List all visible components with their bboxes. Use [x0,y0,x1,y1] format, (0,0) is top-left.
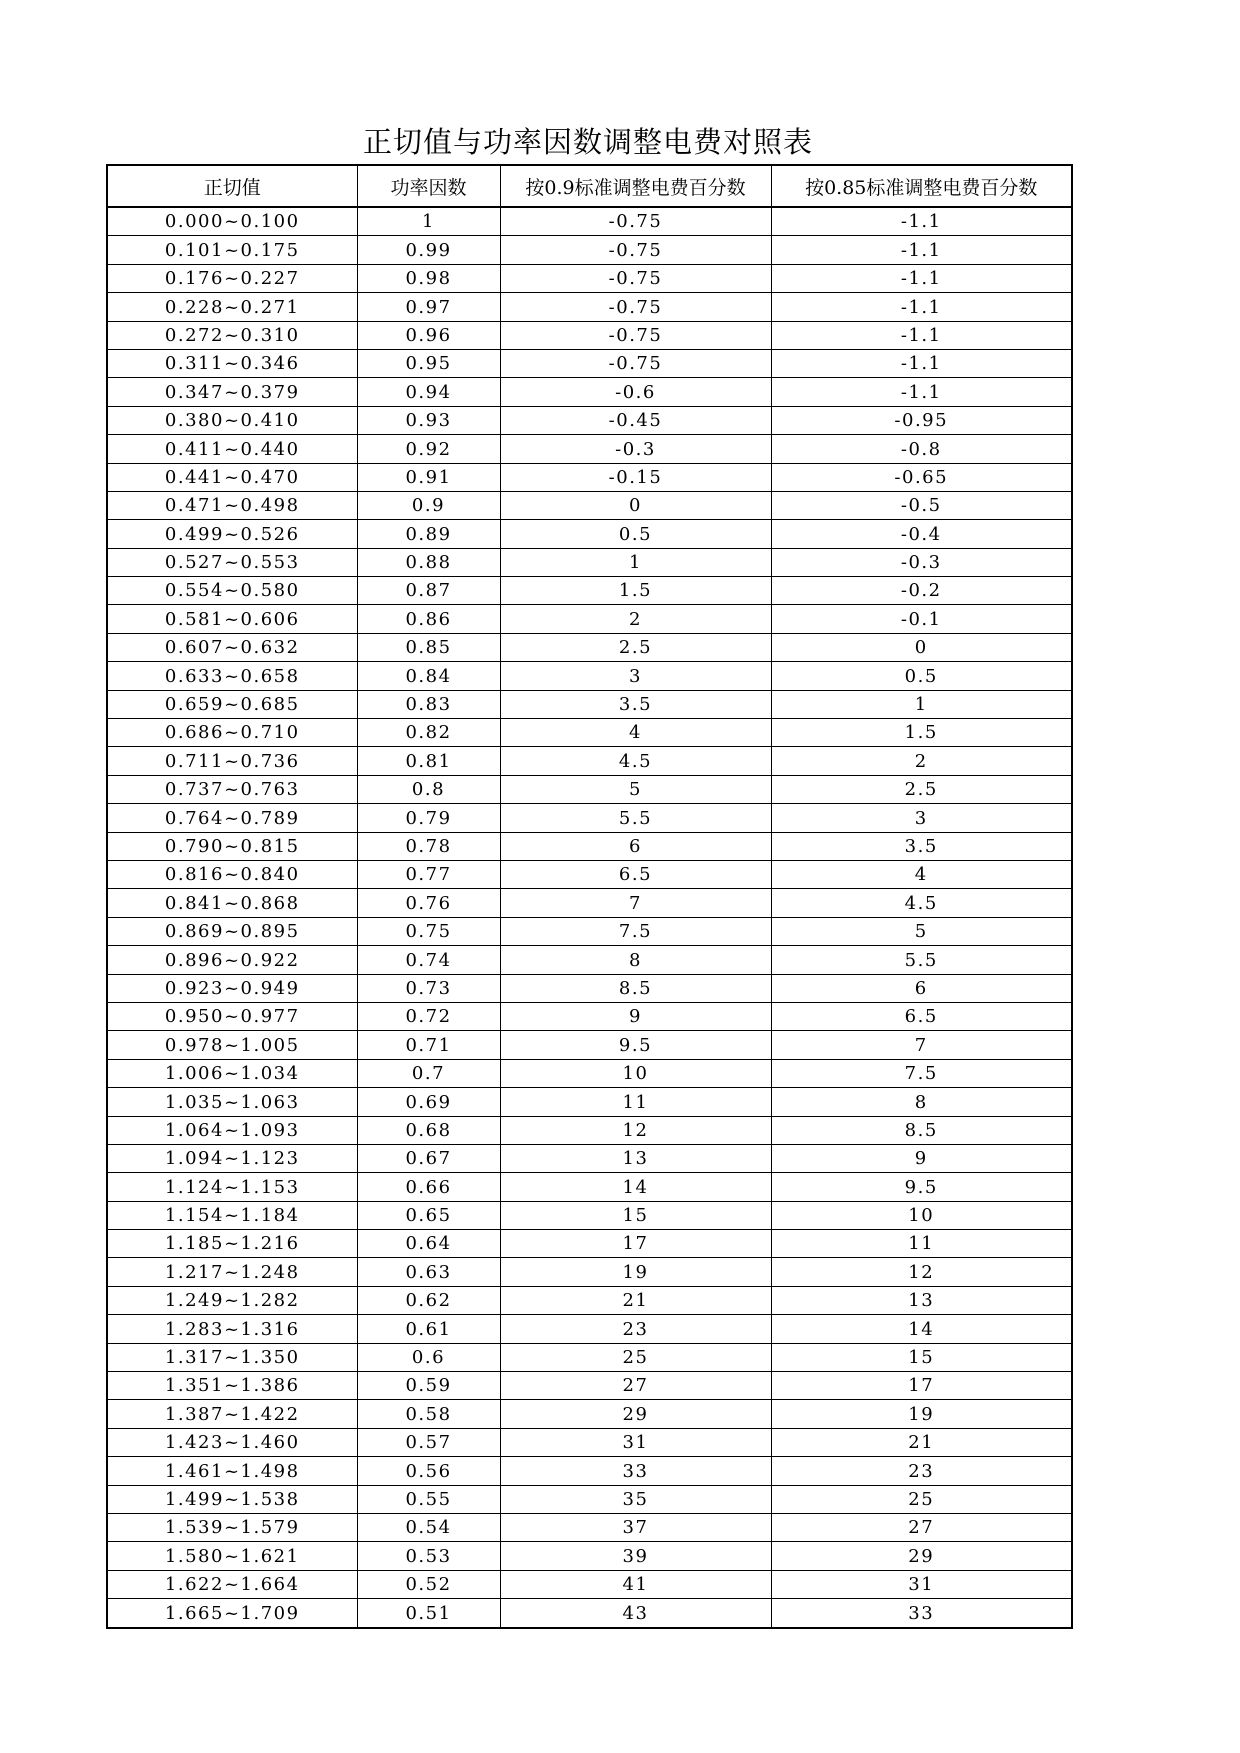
cell-tangent-range: 0.380~0.410 [107,406,357,434]
cell-tangent-range: 1.094~1.123 [107,1144,357,1172]
cell-adjust-0-9: 0 [500,491,771,519]
cell-adjust-0-85: 13 [771,1286,1072,1314]
table-row [107,1372,1072,1400]
table-row [107,605,1072,633]
cell-adjust-0-85: -0.95 [771,406,1072,434]
cell-adjust-0-85: 3 [771,804,1072,832]
cell-adjust-0-9: -0.75 [500,236,771,264]
cell-adjust-0-85: 8.5 [771,1116,1072,1144]
cell-adjust-0-85: 23 [771,1457,1072,1485]
table-row [107,662,1072,690]
cell-adjust-0-9: 5.5 [500,804,771,832]
cell-adjust-0-9: 2 [500,605,771,633]
cell-adjust-0-9: 33 [500,1457,771,1485]
cell-power-factor: 1 [357,207,500,236]
cell-adjust-0-9: 27 [500,1372,771,1400]
cell-tangent-range: 1.064~1.093 [107,1116,357,1144]
cell-adjust-0-85: -1.1 [771,293,1072,321]
cell-adjust-0-9: 9.5 [500,1031,771,1059]
cell-adjust-0-85: 0 [771,633,1072,661]
cell-tangent-range: 1.283~1.316 [107,1315,357,1343]
cell-tangent-range: 1.185~1.216 [107,1230,357,1258]
header-row [107,165,1072,207]
cell-adjust-0-85: 19 [771,1400,1072,1428]
cell-adjust-0-85: -1.1 [771,236,1072,264]
cell-tangent-range: 0.471~0.498 [107,491,357,519]
cell-adjust-0-85: 10 [771,1201,1072,1229]
cell-power-factor: 0.85 [357,633,500,661]
cell-adjust-0-9: 29 [500,1400,771,1428]
cell-power-factor: 0.9 [357,491,500,519]
cell-adjust-0-9: 4 [500,719,771,747]
cell-tangent-range: 1.124~1.153 [107,1173,357,1201]
cell-power-factor: 0.57 [357,1428,500,1456]
table-row [107,321,1072,349]
table-row [107,946,1072,974]
cell-power-factor: 0.79 [357,804,500,832]
cell-power-factor: 0.66 [357,1173,500,1201]
cell-adjust-0-85: 21 [771,1428,1072,1456]
cell-adjust-0-85: 3.5 [771,832,1072,860]
table-header [107,165,1072,207]
cell-tangent-range: 0.816~0.840 [107,860,357,888]
cell-tangent-range: 0.790~0.815 [107,832,357,860]
table-row [107,548,1072,576]
table-row [107,1088,1072,1116]
cell-adjust-0-9: -0.75 [500,207,771,236]
cell-adjust-0-9: 17 [500,1230,771,1258]
cell-adjust-0-85: 27 [771,1513,1072,1541]
table-row [107,1513,1072,1541]
table-row [107,1315,1072,1343]
cell-power-factor: 0.92 [357,435,500,463]
cell-adjust-0-85: 14 [771,1315,1072,1343]
cell-adjust-0-85: 1.5 [771,719,1072,747]
cell-tangent-range: 1.154~1.184 [107,1201,357,1229]
cell-tangent-range: 0.347~0.379 [107,378,357,406]
table-row [107,1343,1072,1371]
cell-adjust-0-9: 14 [500,1173,771,1201]
cell-adjust-0-85: -1.1 [771,321,1072,349]
cell-adjust-0-85: 25 [771,1485,1072,1513]
cell-tangent-range: 1.351~1.386 [107,1372,357,1400]
cell-power-factor: 0.53 [357,1542,500,1570]
table-row [107,917,1072,945]
table-row [107,349,1072,377]
cell-tangent-range: 1.461~1.498 [107,1457,357,1485]
cell-adjust-0-9: 9 [500,1002,771,1030]
cell-adjust-0-85: 9 [771,1144,1072,1172]
cell-power-factor: 0.88 [357,548,500,576]
cell-power-factor: 0.6 [357,1343,500,1371]
cell-adjust-0-9: 5 [500,775,771,803]
table-row [107,804,1072,832]
table-row [107,1428,1072,1456]
table-row [107,860,1072,888]
cell-adjust-0-85: 9.5 [771,1173,1072,1201]
cell-adjust-0-9: 8 [500,946,771,974]
cell-adjust-0-9: 7.5 [500,917,771,945]
cell-tangent-range: 0.554~0.580 [107,577,357,605]
table-row [107,1002,1072,1030]
cell-adjust-0-9: 39 [500,1542,771,1570]
cell-power-factor: 0.52 [357,1570,500,1598]
cell-adjust-0-9: 11 [500,1088,771,1116]
cell-adjust-0-9: 0.5 [500,520,771,548]
cell-power-factor: 0.59 [357,1372,500,1400]
cell-tangent-range: 0.311~0.346 [107,349,357,377]
table-row [107,1258,1072,1286]
cell-adjust-0-85: 5.5 [771,946,1072,974]
cell-power-factor: 0.68 [357,1116,500,1144]
cell-power-factor: 0.58 [357,1400,500,1428]
cell-adjust-0-9: 21 [500,1286,771,1314]
cell-adjust-0-9: 41 [500,1570,771,1598]
cell-tangent-range: 0.711~0.736 [107,747,357,775]
cell-power-factor: 0.81 [357,747,500,775]
cell-tangent-range: 0.411~0.440 [107,435,357,463]
cell-tangent-range: 0.228~0.271 [107,293,357,321]
table-row [107,520,1072,548]
cell-adjust-0-85: 6.5 [771,1002,1072,1030]
cell-tangent-range: 1.317~1.350 [107,1343,357,1371]
cell-adjust-0-9: 8.5 [500,974,771,1002]
power-factor-table [106,164,1073,1629]
cell-adjust-0-85: -0.65 [771,463,1072,491]
table-row [107,690,1072,718]
cell-tangent-range: 1.622~1.664 [107,1570,357,1598]
cell-tangent-range: 0.000~0.100 [107,207,357,236]
cell-adjust-0-9: 12 [500,1116,771,1144]
table-row [107,293,1072,321]
column-header-power-factor: 功率因数 [357,165,500,207]
table-row [107,1570,1072,1598]
cell-adjust-0-9: 35 [500,1485,771,1513]
cell-adjust-0-9: 6 [500,832,771,860]
cell-adjust-0-9: 10 [500,1059,771,1087]
table-row [107,747,1072,775]
table-row [107,1457,1072,1485]
cell-adjust-0-9: -0.15 [500,463,771,491]
cell-power-factor: 0.89 [357,520,500,548]
table-row [107,1400,1072,1428]
cell-tangent-range: 1.217~1.248 [107,1258,357,1286]
column-header-adjust-0-85: 按0.85标准调整电费百分数 [771,165,1072,207]
cell-adjust-0-9: 25 [500,1343,771,1371]
cell-power-factor: 0.55 [357,1485,500,1513]
cell-power-factor: 0.84 [357,662,500,690]
table-row [107,1542,1072,1570]
cell-tangent-range: 0.978~1.005 [107,1031,357,1059]
table-row [107,1059,1072,1087]
table-row [107,1599,1072,1628]
cell-adjust-0-85: 11 [771,1230,1072,1258]
cell-power-factor: 0.62 [357,1286,500,1314]
cell-tangent-range: 0.737~0.763 [107,775,357,803]
table-row [107,1116,1072,1144]
cell-adjust-0-85: 2.5 [771,775,1072,803]
table-row [107,406,1072,434]
column-header-tangent: 正切值 [107,165,357,207]
cell-adjust-0-9: -0.6 [500,378,771,406]
cell-tangent-range: 0.101~0.175 [107,236,357,264]
cell-adjust-0-85: -0.1 [771,605,1072,633]
cell-adjust-0-85: -1.1 [771,264,1072,292]
cell-adjust-0-9: -0.75 [500,264,771,292]
cell-tangent-range: 0.896~0.922 [107,946,357,974]
cell-adjust-0-85: -1.1 [771,349,1072,377]
cell-tangent-range: 0.441~0.470 [107,463,357,491]
table-row [107,577,1072,605]
cell-tangent-range: 0.923~0.949 [107,974,357,1002]
cell-power-factor: 0.95 [357,349,500,377]
table-row [107,207,1072,236]
cell-power-factor: 0.63 [357,1258,500,1286]
cell-adjust-0-85: 12 [771,1258,1072,1286]
cell-adjust-0-9: -0.75 [500,293,771,321]
cell-power-factor: 0.99 [357,236,500,264]
cell-adjust-0-85: -0.4 [771,520,1072,548]
table-row [107,775,1072,803]
cell-adjust-0-9: 3.5 [500,690,771,718]
cell-adjust-0-85: 17 [771,1372,1072,1400]
cell-tangent-range: 1.423~1.460 [107,1428,357,1456]
table-row [107,236,1072,264]
cell-adjust-0-9: 3 [500,662,771,690]
cell-tangent-range: 0.499~0.526 [107,520,357,548]
table-row [107,1173,1072,1201]
table-row [107,435,1072,463]
table-row [107,491,1072,519]
cell-adjust-0-9: 19 [500,1258,771,1286]
cell-adjust-0-85: 31 [771,1570,1072,1598]
cell-adjust-0-9: 7 [500,889,771,917]
cell-power-factor: 0.72 [357,1002,500,1030]
cell-adjust-0-85: 1 [771,690,1072,718]
cell-adjust-0-85: -0.3 [771,548,1072,576]
cell-tangent-range: 0.841~0.868 [107,889,357,917]
table-row [107,378,1072,406]
cell-power-factor: 0.98 [357,264,500,292]
table-row [107,1144,1072,1172]
cell-adjust-0-9: 2.5 [500,633,771,661]
cell-power-factor: 0.82 [357,719,500,747]
cell-adjust-0-85: 8 [771,1088,1072,1116]
cell-adjust-0-85: 5 [771,917,1072,945]
cell-tangent-range: 1.580~1.621 [107,1542,357,1570]
cell-tangent-range: 0.607~0.632 [107,633,357,661]
cell-tangent-range: 0.950~0.977 [107,1002,357,1030]
cell-adjust-0-9: 1 [500,548,771,576]
cell-tangent-range: 1.249~1.282 [107,1286,357,1314]
table-row [107,719,1072,747]
cell-adjust-0-85: 2 [771,747,1072,775]
table-row [107,1201,1072,1229]
cell-tangent-range: 1.035~1.063 [107,1088,357,1116]
cell-power-factor: 0.96 [357,321,500,349]
cell-adjust-0-9: -0.75 [500,321,771,349]
table-row [107,1286,1072,1314]
page-title: 正切值与功率因数调整电费对照表 [362,125,813,159]
cell-adjust-0-9: 43 [500,1599,771,1628]
cell-power-factor: 0.73 [357,974,500,1002]
cell-adjust-0-9: 15 [500,1201,771,1229]
cell-power-factor: 0.61 [357,1315,500,1343]
cell-tangent-range: 0.176~0.227 [107,264,357,292]
cell-adjust-0-9: -0.3 [500,435,771,463]
cell-power-factor: 0.76 [357,889,500,917]
cell-tangent-range: 0.581~0.606 [107,605,357,633]
cell-adjust-0-9: -0.75 [500,349,771,377]
table-row [107,1031,1072,1059]
cell-adjust-0-9: -0.45 [500,406,771,434]
cell-tangent-range: 1.499~1.538 [107,1485,357,1513]
cell-tangent-range: 0.659~0.685 [107,690,357,718]
cell-tangent-range: 0.869~0.895 [107,917,357,945]
table-row [107,264,1072,292]
cell-adjust-0-85: -0.2 [771,577,1072,605]
cell-power-factor: 0.64 [357,1230,500,1258]
cell-adjust-0-85: 7 [771,1031,1072,1059]
cell-adjust-0-85: -1.1 [771,207,1072,236]
cell-power-factor: 0.65 [357,1201,500,1229]
cell-power-factor: 0.51 [357,1599,500,1628]
table-row [107,832,1072,860]
cell-power-factor: 0.7 [357,1059,500,1087]
cell-adjust-0-85: 4 [771,860,1072,888]
cell-adjust-0-85: 29 [771,1542,1072,1570]
cell-power-factor: 0.94 [357,378,500,406]
cell-power-factor: 0.75 [357,917,500,945]
table-row [107,1485,1072,1513]
table-body [107,207,1072,1628]
cell-power-factor: 0.54 [357,1513,500,1541]
cell-power-factor: 0.93 [357,406,500,434]
cell-power-factor: 0.77 [357,860,500,888]
table-row [107,974,1072,1002]
cell-power-factor: 0.71 [357,1031,500,1059]
cell-adjust-0-9: 37 [500,1513,771,1541]
table-row [107,463,1072,491]
cell-adjust-0-85: 6 [771,974,1072,1002]
cell-adjust-0-85: -1.1 [771,378,1072,406]
cell-tangent-range: 0.764~0.789 [107,804,357,832]
cell-power-factor: 0.56 [357,1457,500,1485]
cell-power-factor: 0.87 [357,577,500,605]
cell-adjust-0-9: 4.5 [500,747,771,775]
table-row [107,633,1072,661]
cell-tangent-range: 1.665~1.709 [107,1599,357,1628]
cell-tangent-range: 0.272~0.310 [107,321,357,349]
cell-adjust-0-85: 33 [771,1599,1072,1628]
cell-adjust-0-9: 23 [500,1315,771,1343]
cell-adjust-0-85: -0.8 [771,435,1072,463]
cell-power-factor: 0.97 [357,293,500,321]
cell-power-factor: 0.86 [357,605,500,633]
cell-adjust-0-85: 4.5 [771,889,1072,917]
cell-tangent-range: 0.633~0.658 [107,662,357,690]
cell-power-factor: 0.91 [357,463,500,491]
cell-power-factor: 0.74 [357,946,500,974]
cell-adjust-0-85: 15 [771,1343,1072,1371]
cell-power-factor: 0.67 [357,1144,500,1172]
table-row [107,1230,1072,1258]
cell-power-factor: 0.83 [357,690,500,718]
cell-tangent-range: 0.527~0.553 [107,548,357,576]
cell-tangent-range: 1.387~1.422 [107,1400,357,1428]
cell-power-factor: 0.78 [357,832,500,860]
cell-tangent-range: 1.539~1.579 [107,1513,357,1541]
column-header-adjust-0-9: 按0.9标准调整电费百分数 [500,165,771,207]
cell-adjust-0-85: 7.5 [771,1059,1072,1087]
cell-adjust-0-9: 31 [500,1428,771,1456]
cell-power-factor: 0.8 [357,775,500,803]
cell-adjust-0-85: 0.5 [771,662,1072,690]
cell-adjust-0-9: 13 [500,1144,771,1172]
cell-adjust-0-9: 1.5 [500,577,771,605]
cell-tangent-range: 1.006~1.034 [107,1059,357,1087]
cell-tangent-range: 0.686~0.710 [107,719,357,747]
cell-adjust-0-9: 6.5 [500,860,771,888]
cell-power-factor: 0.69 [357,1088,500,1116]
cell-adjust-0-85: -0.5 [771,491,1072,519]
table-row [107,889,1072,917]
